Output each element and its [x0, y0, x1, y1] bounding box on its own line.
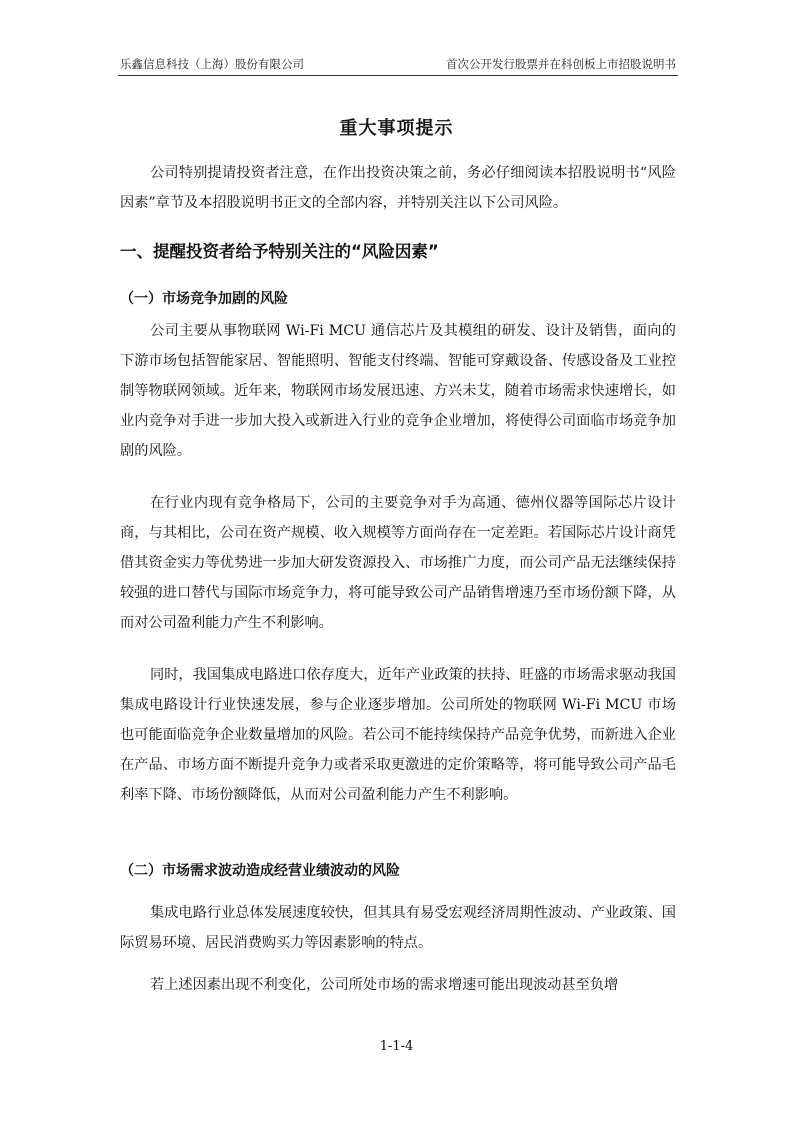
demand-paragraph-1: 集成电路行业总体发展速度较快，但其具有易受宏观经济周期性波动、产业政策、国际贸易环境、居民消费购买力等因素影响的特点。: [120, 905, 676, 951]
section-heading-risk-factors: 一、提醒投资者给予特别关注的“风险因素”: [120, 242, 439, 261]
header-document-title: 首次公开发行股票并在科创板上市招股说明书: [446, 57, 676, 71]
page-number: 1-1-4: [379, 1039, 414, 1054]
intro-paragraph: 公司特别提请投资者注意，在作出投资决策之前，务必仔细阅读本招股说明书“风险因素”章节及本招股说明书正文的全部内容，并特别关注以下公司风险。: [120, 165, 676, 211]
header-company: 乐鑫信息科技（上海）股份有限公司: [120, 57, 304, 71]
competition-paragraph-3: 同时，我国集成电路进口依存度大，近年产业政策的扶持、旺盛的市场需求驱动我国集成电路设计行业快速发展，参与企业逐步增加。公司所处的物联网 Wi-Fi MCU 市场也可能面临竞争企业数量增加的风险。若公司不能持续保持产品竞争优势，而新进入企业在产品、市场方面不断提升竞争力或者采取更激进的定价策略等，将可能导致公司产品毛利率下降、市场份额降低，从而对公司盈利能力产生不利影响。: [120, 667, 676, 803]
header-divider: [118, 75, 678, 76]
subsection-heading-demand-fluctuation: （二）市场需求波动造成经营业绩波动的风险: [120, 863, 400, 879]
page-title: 重大事项提示: [339, 118, 454, 139]
competition-paragraph-2: 在行业内现有竞争格局下，公司的主要竞争对手为高通、德州仪器等国际芯片设计商，与其相比，公司在资产规模、收入规模等方面尚存在一定差距。若国际芯片设计商凭借其资金实力等优势进一步加大研发资源投入、市场推广力度，而公司产品无法继续保持较强的进口替代与国际市场竞争力，将可能导致公司产品销售增速乃至市场份额下降，从而对公司盈利能力产生不利影响。: [120, 495, 676, 631]
subsection-heading-competition: （一）市场竞争加剧的风险: [120, 291, 288, 307]
page-header: [120, 56, 676, 72]
demand-paragraph-2: 若上述因素出现不利变化，公司所处市场的需求增速可能出现波动甚至负增: [150, 977, 619, 993]
competition-paragraph-1: 公司主要从事物联网 Wi-Fi MCU 通信芯片及其模组的研发、设计及销售，面向的下游市场包括智能家居、智能照明、智能支付终端、智能可穿戴设备、传感设备及工业控制等物联网领域。近年来，物联网市场发展迅速、方兴未艾，随着市场需求快速增长，如业内竞争对手进一步加大投入或新进入行业的竞争企业增加，将使得公司面临市场竞争加剧的风险。: [120, 323, 676, 459]
